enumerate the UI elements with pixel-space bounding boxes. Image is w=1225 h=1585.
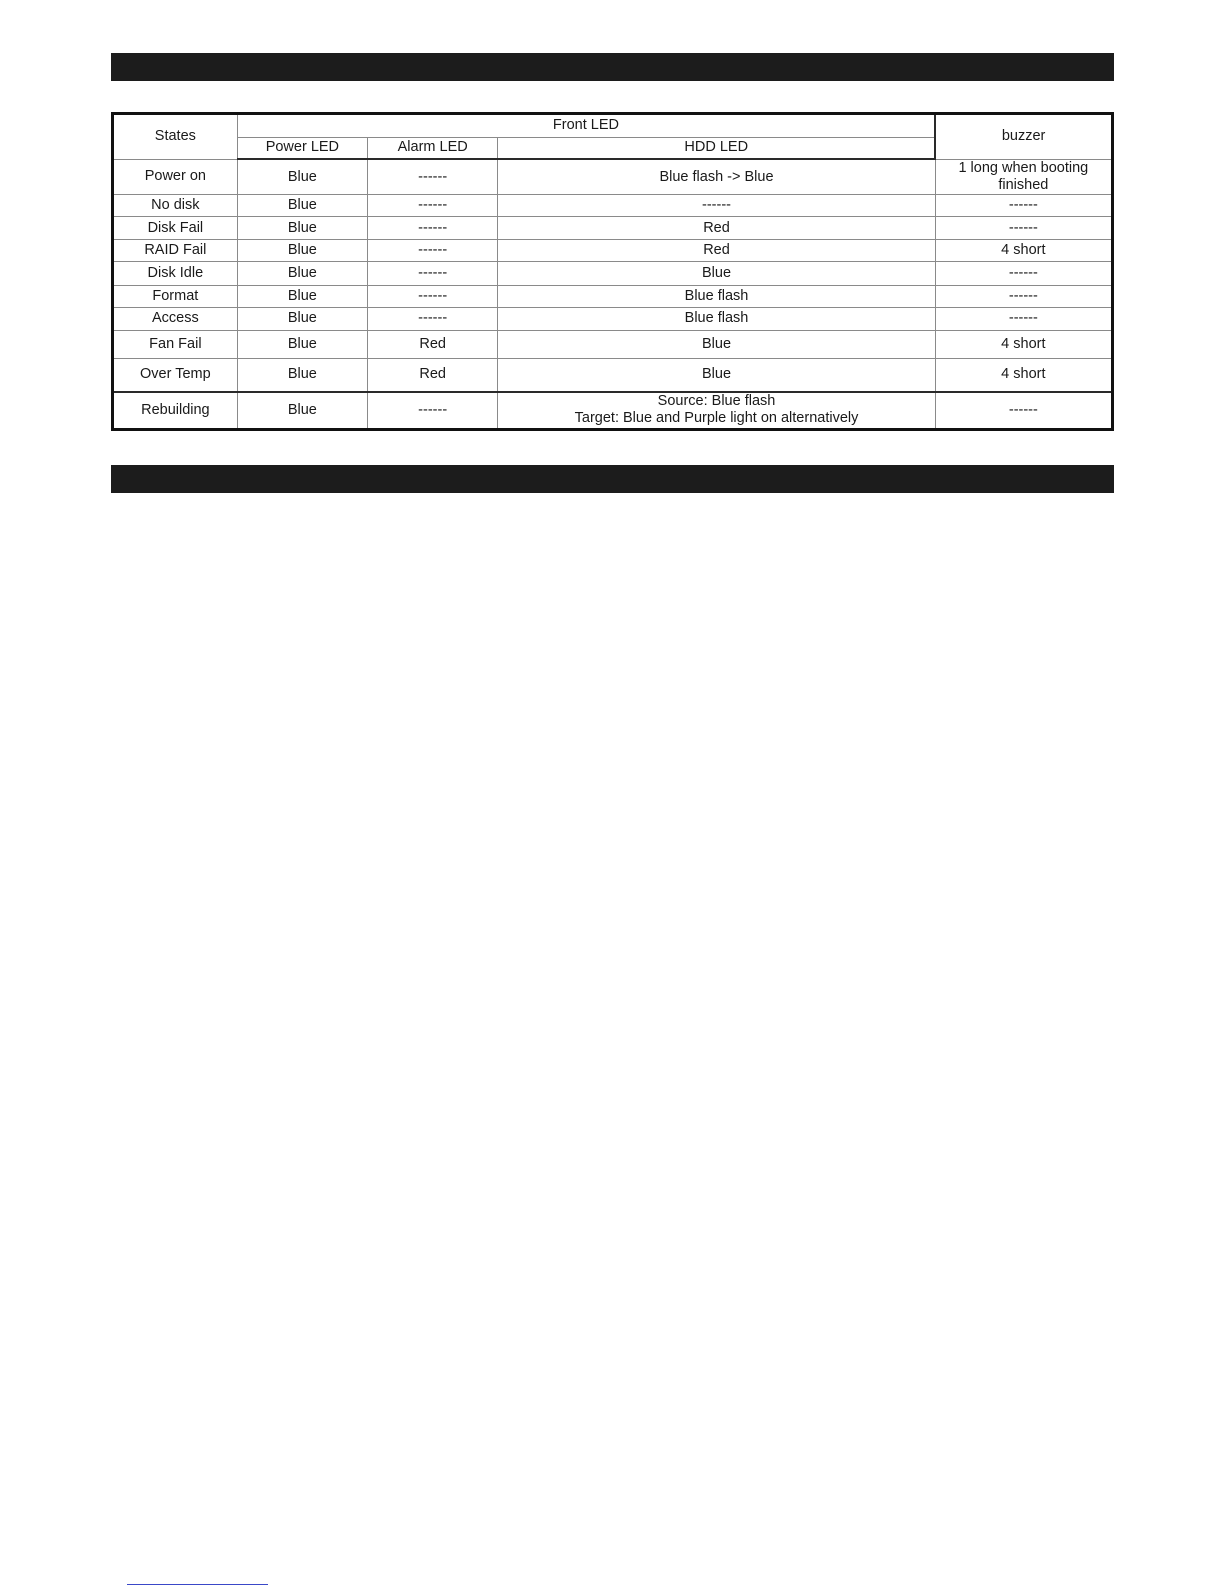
cell-hdd-led: Blue flash [498,307,935,330]
cell-power-led: Blue [237,240,367,262]
cell-alarm-led: Red [368,359,498,392]
cell-alarm-led: ------ [368,240,498,262]
led-status-table-frame [111,112,1114,431]
table-row [114,240,1111,262]
cell-state: Rebuilding [114,392,237,428]
cell-power-led: Blue [237,285,367,307]
cell-alarm-led: ------ [368,159,498,194]
cell-power-led: Blue [237,359,367,392]
cell-state: No disk [114,195,237,217]
cell-power-led: Blue [237,262,367,285]
cell-alarm-led: ------ [368,307,498,330]
header-states: States [114,115,237,159]
table-row [114,262,1111,285]
cell-power-led: Blue [237,330,367,358]
led-status-table [114,115,1111,428]
cell-hdd-line: Target: Blue and Purple light on alternatively [574,410,859,427]
cell-state: Over Temp [114,359,237,392]
cell-alarm-led: ------ [368,217,498,240]
cell-buzzer: 4 short [935,359,1111,392]
cell-buzzer [935,159,1111,194]
cell-hdd-led [498,392,935,428]
cell-state: Access [114,307,237,330]
cell-buzzer: ------ [935,392,1111,428]
cell-hdd-led: ------ [498,195,935,217]
section-header-bar-top [111,53,1114,81]
cell-hdd-led: Red [498,217,935,240]
cell-alarm-led: ------ [368,195,498,217]
cell-hdd-led: Blue flash -> Blue [498,159,935,194]
table-row [114,285,1111,307]
cell-alarm-led: ------ [368,392,498,428]
header-alarm-led: Alarm LED [368,137,498,159]
table-row [114,159,1111,194]
cell-state: Disk Idle [114,262,237,285]
cell-power-led: Blue [237,307,367,330]
header-power-led: Power LED [237,137,367,159]
cell-hdd-line: Source: Blue flash [657,393,776,410]
cell-buzzer: ------ [935,262,1111,285]
header-buzzer: buzzer [935,115,1111,159]
table-row [114,217,1111,240]
cell-hdd-led: Blue [498,262,935,285]
cell-state: Power on [114,159,237,194]
cell-power-led: Blue [237,217,367,240]
cell-alarm-led: ------ [368,285,498,307]
header-hdd-led: HDD LED [498,137,935,159]
table-row [114,195,1111,217]
cell-hdd-led: Red [498,240,935,262]
cell-state: Disk Fail [114,217,237,240]
cell-buzzer: ------ [935,285,1111,307]
cell-buzzer: ------ [935,217,1111,240]
cell-buzzer: 4 short [935,330,1111,358]
table-row [114,359,1111,392]
cell-buzzer-line: finished [998,176,1049,193]
table-row [114,392,1111,428]
cell-hdd-led: Blue [498,330,935,358]
cell-state: Fan Fail [114,330,237,358]
cell-hdd-led: Blue flash [498,285,935,307]
header-front-led: Front LED [237,115,935,137]
cell-state: RAID Fail [114,240,237,262]
cell-alarm-led: Red [368,330,498,358]
cell-power-led: Blue [237,195,367,217]
cell-power-led: Blue [237,392,367,428]
cell-alarm-led: ------ [368,262,498,285]
cell-state: Format [114,285,237,307]
cell-hdd-led: Blue [498,359,935,392]
cell-buzzer-line: 1 long when booting [958,159,1089,176]
section-header-bar-bottom [111,465,1114,493]
table-header-row [114,115,1111,137]
cell-power-led: Blue [237,159,367,194]
cell-buzzer: 4 short [935,240,1111,262]
cell-buzzer: ------ [935,307,1111,330]
cell-buzzer: ------ [935,195,1111,217]
table-row [114,330,1111,358]
table-row [114,307,1111,330]
